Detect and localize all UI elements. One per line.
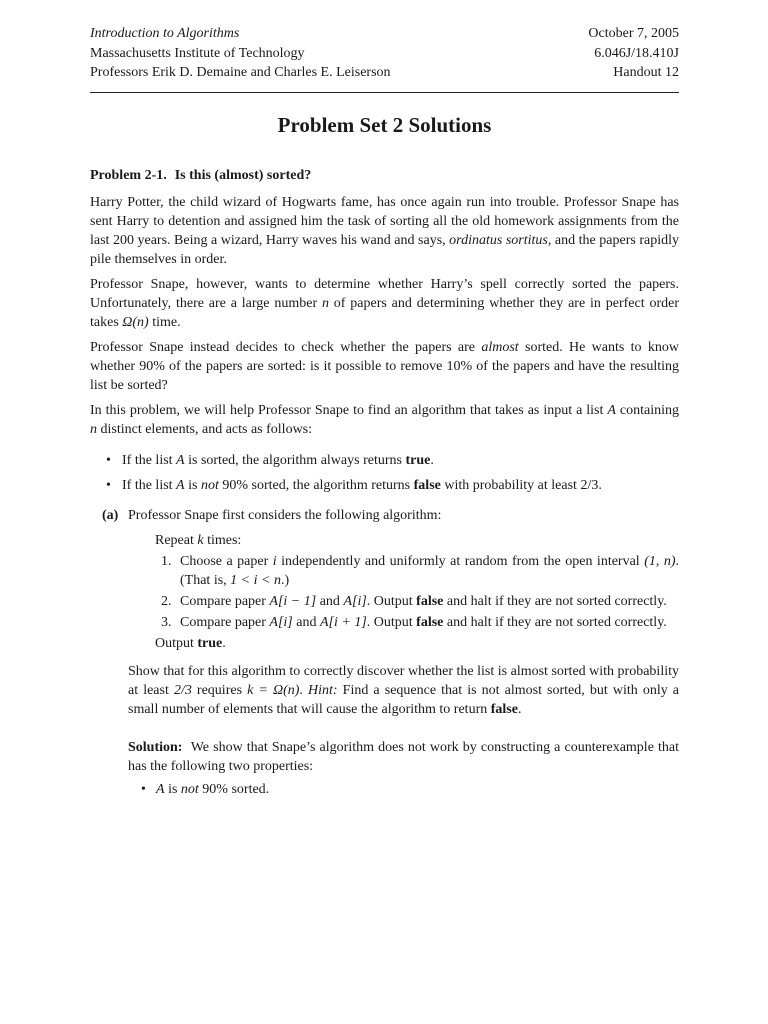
text: Compare paper: [180, 614, 270, 630]
math-equation: k = Ω(n): [247, 682, 300, 698]
solution-properties-list: [128, 780, 679, 799]
text: , and the papers rapidly pile themselves in order.: [90, 232, 679, 267]
math-condition: 1 < i < n: [230, 572, 281, 588]
part-label: (a): [102, 507, 119, 523]
repeat-line: [155, 531, 679, 550]
algorithm-block: [128, 531, 679, 653]
step-item: [155, 552, 679, 590]
step-number: 2.: [161, 593, 172, 609]
math-expr: A[i + 1]: [319, 614, 367, 630]
math-i: i: [272, 553, 277, 569]
text: requires: [191, 682, 248, 698]
text: time.: [148, 314, 181, 330]
text: 90% sorted, the algorithm returns: [218, 477, 414, 493]
bold-text: false: [490, 701, 518, 717]
text: Repeat: [155, 532, 198, 548]
text: 90% sorted.: [198, 781, 270, 797]
solution-paragraph: [128, 738, 679, 776]
text: Output: [155, 635, 198, 651]
text: .: [517, 701, 522, 717]
text: Professor Snape instead decides to check whether the papers are: [90, 339, 482, 355]
text: is: [184, 477, 201, 493]
course-number: 6.046J/18.410J: [594, 45, 679, 61]
text: with probability at least 2/3.: [440, 477, 602, 493]
text: .): [280, 572, 290, 588]
document-page: [90, 24, 679, 799]
course-title: Introduction to Algorithms: [90, 26, 240, 41]
emphasis: almost: [481, 339, 519, 355]
step-number: 3.: [161, 614, 172, 630]
text: . Output: [366, 614, 417, 630]
text: .: [222, 635, 226, 651]
text: and: [292, 614, 320, 630]
math-k: k: [197, 532, 204, 548]
text: Harry Potter, the child wizard of Hogwarts fame, has once again run into trouble. Professor Snape has sent Harry to detention and assigned him the task of sorting all the old homework assignments from the last 200 years. Being a wizard, Harry waves his wand and says,: [90, 194, 679, 248]
text: and halt if they are not sorted correctly.: [443, 614, 667, 630]
math-expr: A[i]: [343, 593, 367, 609]
text: . (That is,: [180, 553, 679, 588]
text: and halt if they are not sorted correctly.: [443, 593, 667, 609]
algorithm-steps: [155, 552, 679, 632]
step-item: [155, 613, 679, 632]
text: Choose a paper: [180, 553, 273, 569]
page-title: Problem Set 2 Solutions: [277, 112, 492, 137]
text: If the list: [122, 452, 177, 468]
step-number: 1.: [161, 553, 172, 569]
list-item: [90, 476, 679, 495]
text: times:: [203, 532, 242, 548]
show-paragraph: [128, 662, 679, 719]
math-interval: (1, n): [644, 553, 676, 569]
text: of papers and determining whether they are in perfect order takes: [90, 295, 679, 330]
math-A: A: [607, 402, 616, 418]
bold-text: false: [416, 593, 444, 609]
text: In this problem, we will help Professor Snape to find an algorithm that takes as input a list: [90, 402, 608, 418]
bold-text: true: [405, 452, 431, 468]
hint-label: Hint:: [308, 682, 338, 698]
institution: Massachusetts Institute of Technology: [90, 45, 305, 61]
text: and: [316, 593, 344, 609]
bold-text: false: [413, 477, 441, 493]
text: containing: [615, 402, 679, 418]
bullet-icon: •: [141, 781, 146, 797]
professors: Professors Erik D. Demaine and Charles E. Leiserson: [90, 65, 391, 80]
problem-heading: [90, 166, 679, 185]
part-intro: Professor Snape first considers the following algorithm:: [128, 507, 442, 523]
text: Compare paper: [180, 593, 270, 609]
math-n: n: [90, 421, 97, 437]
step-item: [155, 592, 679, 611]
math-expr: A[i]: [269, 614, 293, 630]
list-item: [90, 451, 679, 470]
page-header: [90, 24, 679, 83]
text: Find a sequence that is not almost sorted, but with only a small number of elements that will cause the algorithm to return: [128, 682, 680, 717]
text: is sorted, the algorithm always returns: [184, 452, 406, 468]
text: is: [164, 781, 181, 797]
header-left: [90, 24, 391, 83]
text: .: [430, 452, 434, 468]
text: Professor Snape, however, wants to determine whether Harry’s spell correctly sorted the papers. Unfortunately, there are a large number: [90, 276, 679, 311]
emphasis: not: [200, 477, 219, 493]
header-right: [588, 24, 679, 83]
math-A: A: [176, 477, 185, 493]
math-A: A: [176, 452, 185, 468]
paragraph-4: [90, 401, 679, 439]
math-frac: 2/3: [173, 682, 192, 698]
solution-label: Solution:: [128, 739, 183, 755]
problem-name: Is this (almost) sorted?: [174, 167, 312, 183]
date: October 7, 2005: [588, 26, 679, 41]
text: . Output: [366, 593, 417, 609]
math-A: A: [156, 781, 165, 797]
text: .: [299, 682, 309, 698]
paragraph-1: [90, 193, 679, 269]
requirements-list: [90, 451, 679, 495]
text: independently and uniformly at random from the open interval: [276, 553, 645, 569]
paragraph-3: [90, 338, 679, 395]
header-rule: [90, 92, 679, 93]
bullet-icon: •: [106, 452, 111, 468]
text: sorted. He wants to know whether 90% of the papers are sorted: is it possible to remove 10% of the papers and have the resulting list be sorted?: [90, 339, 679, 393]
part-a: [90, 506, 679, 799]
spell-text: ordinatus sortitus: [449, 232, 548, 248]
math-omega: Ω(n): [122, 314, 149, 330]
bold-text: false: [416, 614, 444, 630]
emphasis: not: [180, 781, 199, 797]
text: If the list: [122, 477, 177, 493]
text: Show that for this algorithm to correctly discover whether the list is almost sorted with probability at least: [128, 663, 679, 698]
list-item: [128, 780, 679, 799]
problem-number: Problem 2-1.: [90, 167, 167, 183]
math-n: n: [321, 295, 329, 311]
paragraph-2: [90, 275, 679, 332]
text: distinct elements, and acts as follows:: [97, 421, 313, 437]
handout-number: Handout 12: [613, 65, 679, 80]
text: We show that Snape’s algorithm does not work by constructing a counterexample that has the following two properties:: [128, 739, 680, 774]
math-expr: A[i − 1]: [269, 593, 317, 609]
output-line: [155, 634, 679, 653]
bold-text: true: [197, 635, 223, 651]
bullet-icon: •: [106, 477, 111, 493]
